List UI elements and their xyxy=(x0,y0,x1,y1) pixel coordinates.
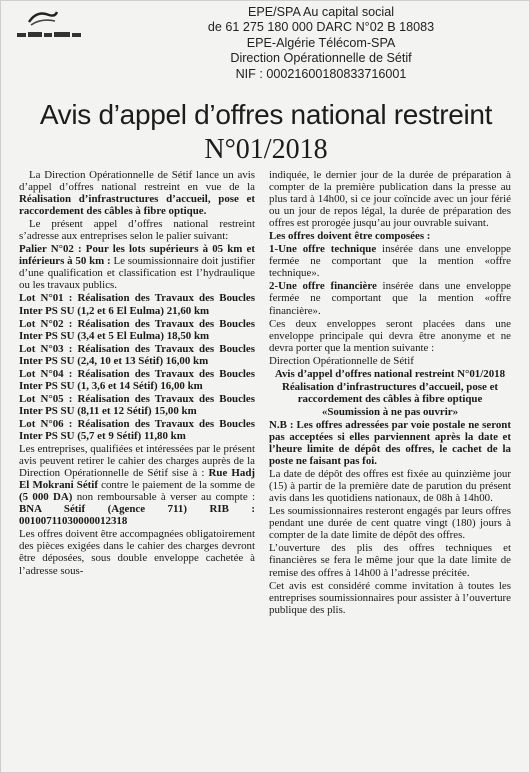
commitment-paragraph: Les soumissionnaires resteront engagés par leurs offres pendant une durée de cent quatre vingt (180) jours à compter de la date limite de dépôt des offres. xyxy=(269,505,511,542)
algerie-telecom-logo xyxy=(9,7,87,45)
deadline-paragraph: indiquée, le dernier jour de la durée de préparation à compter de la première publication dans la presse au plus tard à 14h00, si ce jour coïncide avec un jour férié ou un jour de repos légal, la durée de préparation des offres est prorogée jusqu’au jour ouvrable suivant. xyxy=(269,169,511,230)
opening-paragraph: L’ouverture des plis des offres techniques et financières se fera le même jour que la date limite de remise des offres à 14h00 à l’adresse précitée. xyxy=(269,542,511,579)
lot-item xyxy=(19,318,255,342)
left-column xyxy=(19,169,255,578)
envelope-paragraph: Ces deux enveloppes seront placées dans une enveloppe principale qui devra être anonyme et ne devra porter que la mention suivante : xyxy=(269,317,511,354)
company-header xyxy=(171,5,471,82)
notice-number: N°01/2018 xyxy=(204,134,328,165)
intro-text: La Direction Opérationnelle de Sétif lance un avis d’appel d’offres national restreint en vue de la xyxy=(19,169,255,194)
lot-label: Lot N°03 : xyxy=(19,342,78,355)
logo-wordmark-icon xyxy=(17,31,81,39)
technical-offer-paragraph xyxy=(269,243,511,279)
withdrawal-address: Rue Hadj El Mokrani Sétif xyxy=(19,467,255,492)
submission-date-paragraph: La date de dépôt des offres est fixée au quinzième jour (15) à partir de la première date de parution du présent avis dans les quotidiens nationaux, de 08h à 14h00. xyxy=(269,468,511,505)
lot-label: Lot N°02 : xyxy=(19,317,78,330)
intro-paragraph xyxy=(19,169,255,217)
withdrawal-text: Les entreprises, qualifiées et intéressées par le présent avis peuvent retirer le cahier des charges auprès de la Direction Opérationnelle de Sétif sise à : xyxy=(19,443,255,480)
lot-item xyxy=(19,393,255,417)
palier-text: Le soumissionnaire doit justifier d’une qualification et classification est l’hydraulique ou les travaux publics. xyxy=(19,255,255,292)
envelope-mention-project: Réalisation d’infrastructures d’accueil, pose et raccordement des câbles à fibre optique xyxy=(281,380,499,405)
lot-label: Lot N°04 : xyxy=(19,367,78,380)
header-line-direction: Direction Opérationnelle de Sétif xyxy=(230,51,412,66)
withdrawal-account-text: non remboursable à verser au compte : xyxy=(72,491,255,504)
lot-label: Lot N°06 : xyxy=(19,417,78,430)
lot-text: Réalisation des Travaux des Boucles Inter PS SU (8,11 et 12 Sétif) 15,00 km xyxy=(19,392,256,417)
logo-mark-icon xyxy=(27,9,59,27)
project-title: Réalisation d’infrastructures d’accueil, pose et raccordement des câbles à fibre optique. xyxy=(19,193,255,218)
palier-paragraph xyxy=(19,243,255,291)
lot-text: Réalisation des Travaux des Boucles Inter PS SU (5,7 et 9 Sétif) 11,80 km xyxy=(19,417,256,442)
palier-label: Palier N°02 : Pour les lots supérieurs à 05 km et inférieurs à 50 km : xyxy=(19,243,255,268)
bank-account: BNA Sétif (Agence 711) RIB : 00100711030000012318 xyxy=(19,503,255,528)
lot-label: Lot N°01 : xyxy=(19,292,78,305)
composition-heading: Les offres doivent être composées : xyxy=(269,230,431,243)
technical-offer-label: 1-Une offre technique xyxy=(269,243,377,256)
financial-offer-label: 2-Une offre financière xyxy=(269,280,377,293)
lot-label: Lot N°05 : xyxy=(19,392,78,405)
withdrawal-amount: (5 000 DA) xyxy=(19,491,73,504)
invitation-paragraph: Cet avis est considéré comme invitation à toutes les entreprises soumissionnaires pour assister à l’ouverture publique des plis. xyxy=(269,579,511,616)
withdrawal-payment: contre le paiement de la somme de xyxy=(97,479,255,492)
lot-item xyxy=(19,343,255,367)
header-line-nif: NIF : 00021600180833716001 xyxy=(235,66,407,81)
withdrawal-paragraph xyxy=(19,443,255,527)
financial-offer-text: insérée dans une enveloppe fermée ne comportant que la mention «offre financière». xyxy=(269,280,511,317)
postal-note: N.B : Les offres adressées par voie postale ne seront pas acceptées si elles parviennent après la date et l’heure limite de dépôt des offres, le cachet de la poste ne faisant pas foi. xyxy=(269,418,511,468)
lot-item xyxy=(19,418,255,442)
right-column xyxy=(269,169,511,617)
lot-text: Réalisation des Travaux des Boucles Inter PS SU (1, 3,6 et 14 Sétif) 16,00 km xyxy=(19,367,256,392)
header-line-capital: EPE/SPA Au capital social xyxy=(247,5,395,19)
header-line-darc: de 61 275 180 000 DARC N°02 B 18083 xyxy=(207,20,435,35)
documents-paragraph: Les offres doivent être accompagnées obligatoirement des pièces exigées dans le cahier des charges devront être déposées, sous double enveloppe cachetée à l’adresse sous- xyxy=(19,528,255,577)
financial-offer-paragraph xyxy=(269,280,511,316)
envelope-mention-title: Avis d’appel d’offres national restreint N°01/2018 xyxy=(274,367,506,380)
technical-offer-text: insérée dans une enveloppe fermée ne comportant que la mention «offre technique». xyxy=(269,243,512,280)
lot-text: Réalisation des Travaux des Boucles Inter PS SU (3,4 et 5 El Eulma) 18,50 km xyxy=(19,317,256,342)
lot-item xyxy=(19,368,255,392)
lot-text: Réalisation des Travaux des Boucles Inter PS SU (1,2 et 6 El Eulma) 21,60 km xyxy=(19,292,256,317)
scope-paragraph: Le présent appel d’offres national restreint s’adresse aux entreprises selon le palier suivant: xyxy=(19,218,255,243)
notice-title: Avis d’appel d’offres national restreint xyxy=(39,99,493,130)
header-line-company: EPE-Algérie Télécom-SPA xyxy=(246,35,396,50)
lot-text: Réalisation des Travaux des Boucles Inter PS SU (2,4, 10 et 13 Sétif) 16,00 km xyxy=(19,342,256,367)
envelope-mention-do-not-open: «Soumission à ne pas ouvrir» xyxy=(321,405,459,418)
direction-line: Direction Opérationnelle de Sétif xyxy=(269,354,414,367)
lot-item xyxy=(19,292,255,316)
